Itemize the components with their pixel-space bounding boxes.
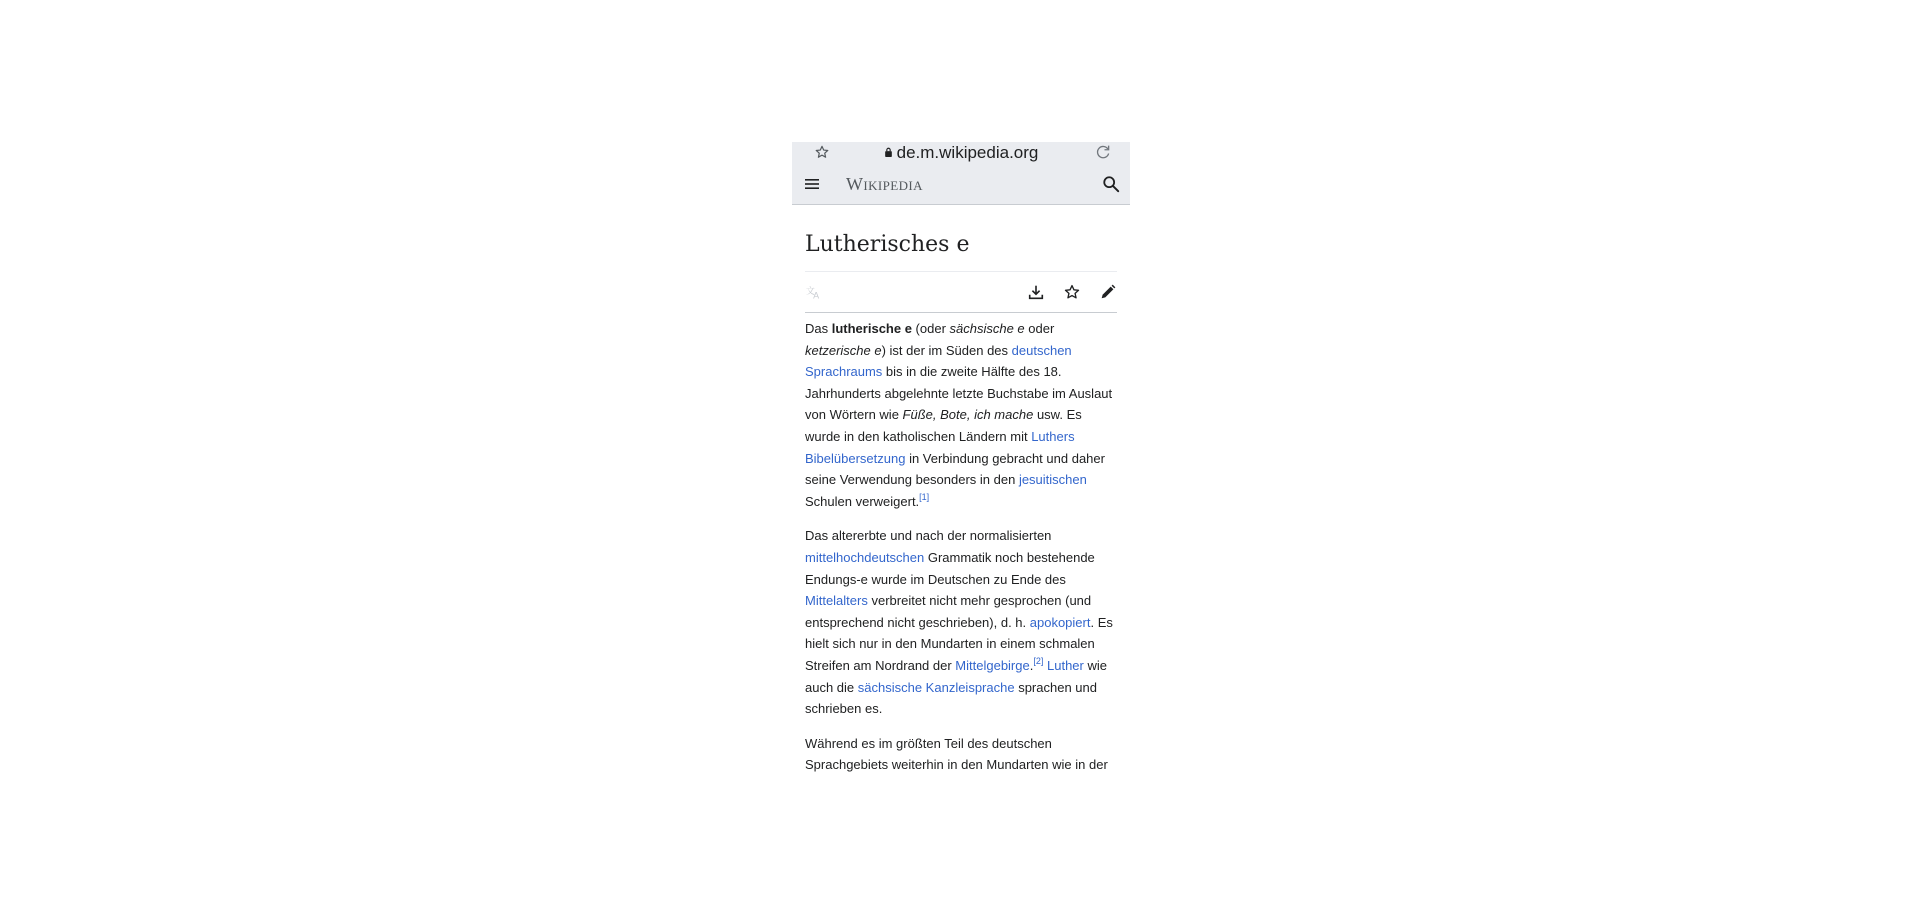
text: wie auch die — [805, 657, 1107, 695]
italic-term: sächsische e — [949, 321, 1025, 336]
pencil-icon[interactable] — [1099, 283, 1117, 301]
link-luther[interactable]: Luther — [1047, 657, 1084, 673]
text: bis in die zweite Hälfte des 18. Jahrhunderts abgelehnte letzte Buchstabe im Auslaut von Wörtern wie — [805, 364, 1113, 423]
url-field[interactable] — [792, 143, 1130, 163]
link-mittelhochdeutsch[interactable]: mittelhochdeutschen — [805, 549, 925, 565]
paragraph-2 — [805, 525, 1119, 719]
browser-url-bar — [792, 142, 1130, 164]
italic-term: Füße, Bote, ich mache — [902, 407, 1034, 423]
hamburger-menu-icon[interactable] — [804, 176, 820, 192]
paragraph-3 — [805, 733, 1119, 776]
text: in Verbindung gebracht und daher seine Verwendung besonders in den — [805, 450, 1105, 488]
text: Das — [805, 321, 832, 336]
link-deutscher-sprachraum[interactable]: deutschen Sprachraums — [805, 342, 1072, 380]
link-mittelgebirge[interactable]: Mittelgebirge — [955, 657, 1030, 673]
link-mittelalter[interactable]: Mittelalters — [805, 593, 868, 609]
article-content — [805, 318, 1119, 789]
text: usw. Es wurde in den katholischen Ländern mit — [805, 407, 1082, 444]
mobile-viewport — [792, 142, 1130, 773]
link-jesuitisch[interactable]: jesuitischen — [1018, 472, 1087, 488]
lock-icon — [884, 147, 893, 157]
bold-term: lutherische e — [831, 321, 912, 336]
text: (oder — [911, 321, 950, 336]
link-apokope[interactable]: apokopiert — [1029, 614, 1091, 630]
text: oder — [1024, 321, 1055, 336]
text: Das altererbte und nach der normalisierten — [805, 528, 1052, 544]
text: verbreitet nicht mehr gesprochen (und entsprechend nicht geschrieben), d. h. — [805, 593, 1092, 630]
text: Schulen verweigert. — [805, 493, 920, 509]
search-icon[interactable] — [1102, 175, 1120, 193]
wikipedia-wordmark[interactable]: Wikipedia — [846, 174, 923, 194]
site-header — [792, 164, 1130, 205]
italic-term: ketzerische e — [805, 342, 882, 358]
text: Grammatik noch bestehende Endungs-e wurde im Deutschen zu Ende des — [805, 549, 1095, 587]
svg-text:A: A — [813, 290, 820, 301]
text: ) ist der im Süden des — [881, 342, 1012, 358]
star-icon[interactable] — [1063, 283, 1081, 301]
paragraph-1 — [805, 318, 1119, 512]
link-saechsische-kanzleisprache[interactable]: sächsische Kanzleisprache — [857, 679, 1015, 695]
reload-icon[interactable] — [1094, 143, 1112, 161]
svg-text:文: 文 — [805, 285, 815, 296]
title-divider — [805, 271, 1117, 272]
text: Während es im größten Teil des deutschen Sprachgebiets weiterhin in den Mundarten wie in der — [805, 735, 1108, 773]
page-title: Lutherisches e — [805, 232, 970, 257]
reference-2[interactable]: [2] — [1033, 655, 1044, 666]
translate-icon[interactable] — [805, 283, 823, 301]
url-text: de.m.wikipedia.org — [896, 143, 1039, 162]
text: . Es hielt sich nur in den Mundarten in einem schmalen Streifen am Nordrand der — [805, 614, 1113, 673]
link-luthers-bibeluebersetzung[interactable]: Luthers Bibelübersetzung — [805, 428, 1075, 466]
text: . — [1029, 657, 1034, 673]
actions-divider — [805, 312, 1117, 313]
page-actions-bar — [805, 281, 1117, 303]
reference-1[interactable]: [1] — [919, 491, 930, 502]
text: sprachen und schrieben es. — [805, 679, 1097, 717]
download-icon[interactable] — [1027, 283, 1045, 301]
